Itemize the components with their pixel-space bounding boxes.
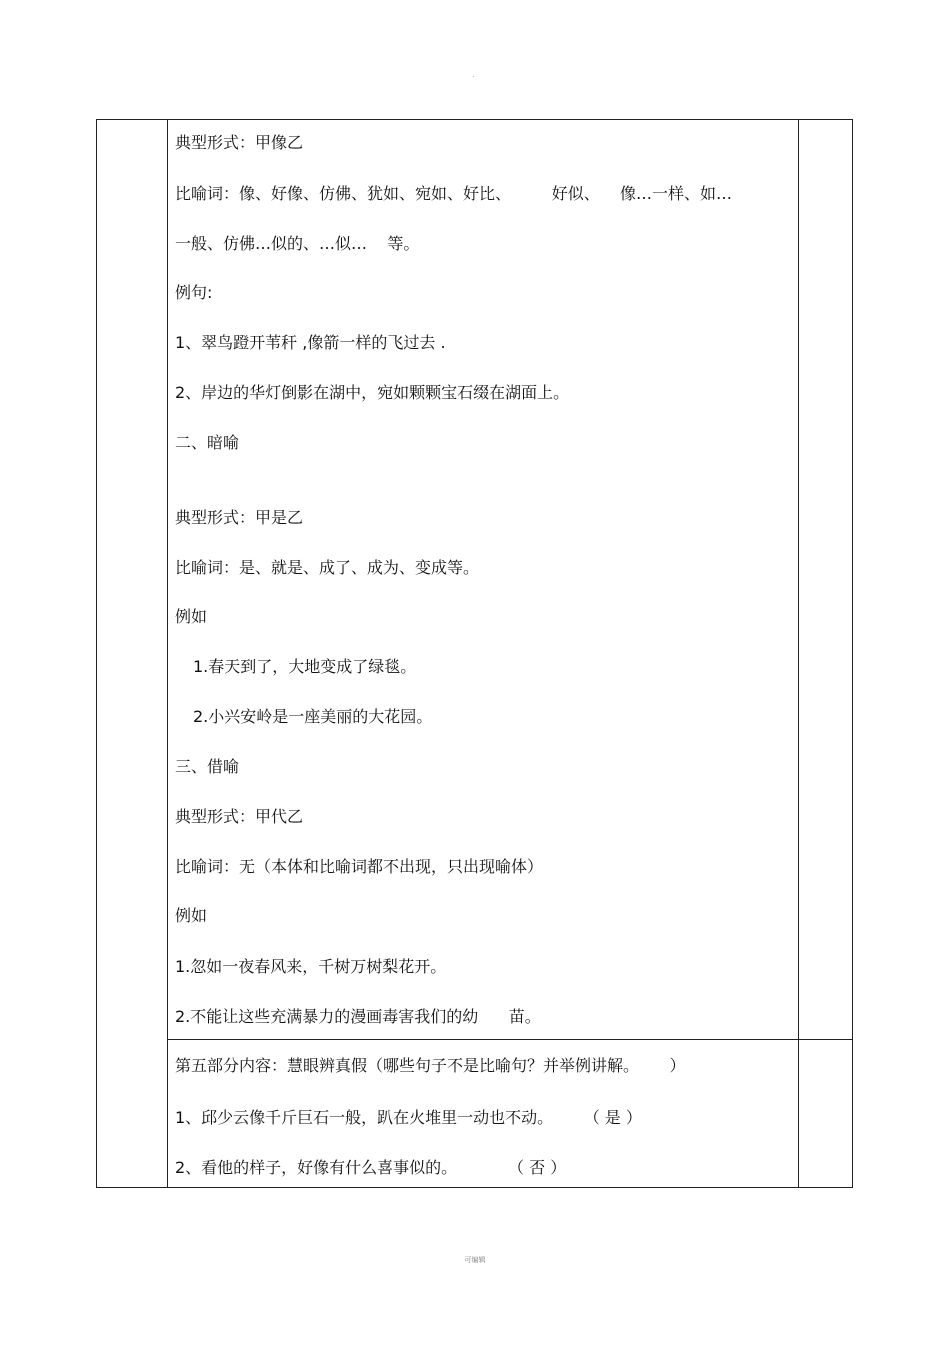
table-column-divider-right [798,120,799,1187]
metonymy-heading: 三、借喻 [175,757,240,776]
footer-label: 可编辑 [464,1256,486,1264]
simile-words-line2: 一般、仿佛…似的、…似… 等。 [175,234,420,253]
part-five-title: 第五部分内容：慧眼辨真假（哪些句子不是比喻句？并举例讲解。 ） [175,1056,686,1075]
metaphor-words: 比喻词：是、就是、成了、成为、变成等。 [175,558,480,577]
metonymy-form: 典型形式：甲代乙 [175,807,304,826]
part-five-item-2: 2、看他的样子，好像有什么喜事似的。 （ 否 ） [175,1158,567,1177]
metonymy-example-2: 2.不能让这些充满暴力的漫画毒害我们的幼 苗。 [175,1007,541,1026]
part-five-item-1: 1、邱少云像千斤巨石一般，趴在火堆里一动也不动。 （ 是 ） [175,1108,642,1127]
page-mark: . [472,70,475,79]
table-row-divider [167,1039,853,1040]
metaphor-form: 典型形式：甲是乙 [175,508,304,527]
simile-example-label: 例句: [175,283,213,302]
simile-words-line1: 比喻词：像、好像、仿佛、犹如、宛如、好比、 好似、 像…一样、如… [175,184,733,203]
lesson-table [96,119,853,1188]
metaphor-example-label: 例如 [175,607,208,626]
metaphor-example-1: 1.春天到了，大地变成了绿毯。 [193,657,417,676]
simile-example-1: 1、翠鸟蹬开苇秆 ,像箭一样的飞过去 . [175,333,446,352]
metaphor-example-2: 2.小兴安岭是一座美丽的大花园。 [193,707,433,726]
table-column-divider-left [167,120,168,1187]
simile-example-2: 2、岸边的华灯倒影在湖中，宛如颗颗宝石缀在湖面上。 [175,383,570,402]
metaphor-heading: 二、暗喻 [175,433,240,452]
simile-form: 典型形式：甲像乙 [175,133,304,152]
metonymy-example-label: 例如 [175,906,208,925]
metonymy-words: 比喻词：无（本体和比喻词都不出现，只出现喻体） [175,857,544,876]
metonymy-example-1: 1.忽如一夜春风来，千树万树梨花开。 [175,957,447,976]
